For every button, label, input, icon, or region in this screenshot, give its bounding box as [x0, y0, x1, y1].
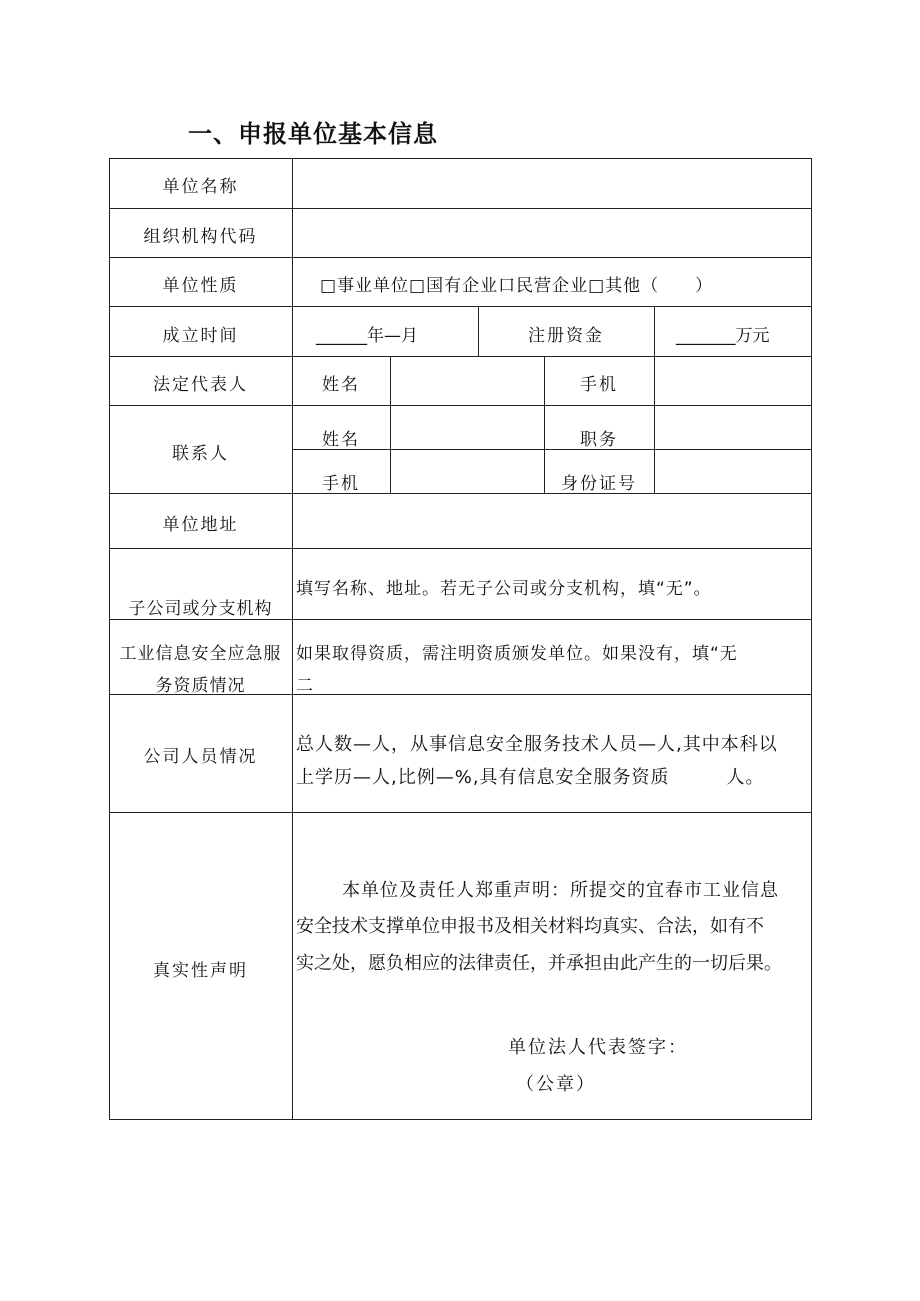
org-code-label: 组织机构代码 [143, 227, 258, 247]
founded-label: 成立时间 [162, 326, 239, 346]
section-heading: 一、申报单位基本信息 [188, 120, 438, 148]
declaration-line-2: 安全技术支撑单位申报书及相关材料均真实、合法，如有不 [296, 916, 764, 937]
row-divider [109, 257, 812, 258]
contact-name-label: 姓名 [322, 430, 360, 450]
row-divider [109, 405, 812, 406]
capital-value[interactable]: _______万元 [676, 326, 770, 346]
founded-value[interactable]: ______年—月 [316, 326, 418, 346]
staff-line-1: 总人数—人，从事信息安全服务技术人员—人,其中本科以 [296, 734, 778, 755]
row-divider [109, 548, 812, 549]
legal-rep-label: 法定代表人 [153, 375, 248, 395]
qualification-hint-line1: 如果取得资质，需注明资质颁发单位。如果没有，填“无 [296, 644, 738, 664]
label-column-divider [292, 158, 293, 1120]
qualification-label-line2: 务资质情况 [155, 676, 246, 696]
row-divider [109, 619, 812, 620]
legal-rep-phone-label: 手机 [580, 375, 618, 395]
row-divider [109, 356, 812, 357]
contact-title-label: 职务 [580, 430, 618, 450]
cell-divider [654, 306, 655, 356]
cell-divider [654, 356, 655, 493]
contact-phone-label: 手机 [322, 474, 360, 494]
staff-label: 公司人员情况 [143, 747, 258, 767]
declaration-line-3: 实之处，愿负相应的法律责任，并承担由此产生的一切后果。 [296, 953, 782, 974]
contact-id-label: 身份证号 [561, 474, 637, 494]
cell-divider [390, 356, 391, 493]
org-code-field[interactable] [293, 209, 811, 256]
capital-label: 注册资金 [528, 326, 604, 346]
staff-line-2: 上学历—人,比例—%,具有信息安全服务资质 人。 [296, 767, 765, 788]
signature-label: 单位法人代表签字： [508, 1037, 688, 1058]
qualification-label-line1: 工业信息安全应急服 [119, 644, 282, 664]
address-label: 单位地址 [162, 515, 239, 535]
legal-rep-name-label: 姓名 [322, 375, 360, 395]
unit-name-label: 单位名称 [162, 177, 239, 197]
nature-label: 单位性质 [162, 276, 239, 296]
row-divider [109, 306, 812, 307]
branch-hint: 填写名称、地址。若无子公司或分支机构，填“无”。 [296, 579, 712, 599]
contact-label: 联系人 [172, 444, 229, 464]
declaration-label: 真实性声明 [153, 961, 248, 981]
qualification-hint-line2: 二 [296, 676, 315, 696]
branch-label: 子公司或分支机构 [128, 599, 273, 619]
row-divider [109, 493, 812, 494]
row-divider [109, 812, 812, 813]
nature-options[interactable]: □事业单位□国有企业口民营企业□其他（ ） [320, 276, 714, 296]
seal-label: （公章） [516, 1074, 596, 1095]
declaration-line-1: 本单位及责任人郑重声明：所提交的宜春市工业信息 [342, 880, 779, 901]
unit-name-field[interactable] [293, 159, 811, 207]
